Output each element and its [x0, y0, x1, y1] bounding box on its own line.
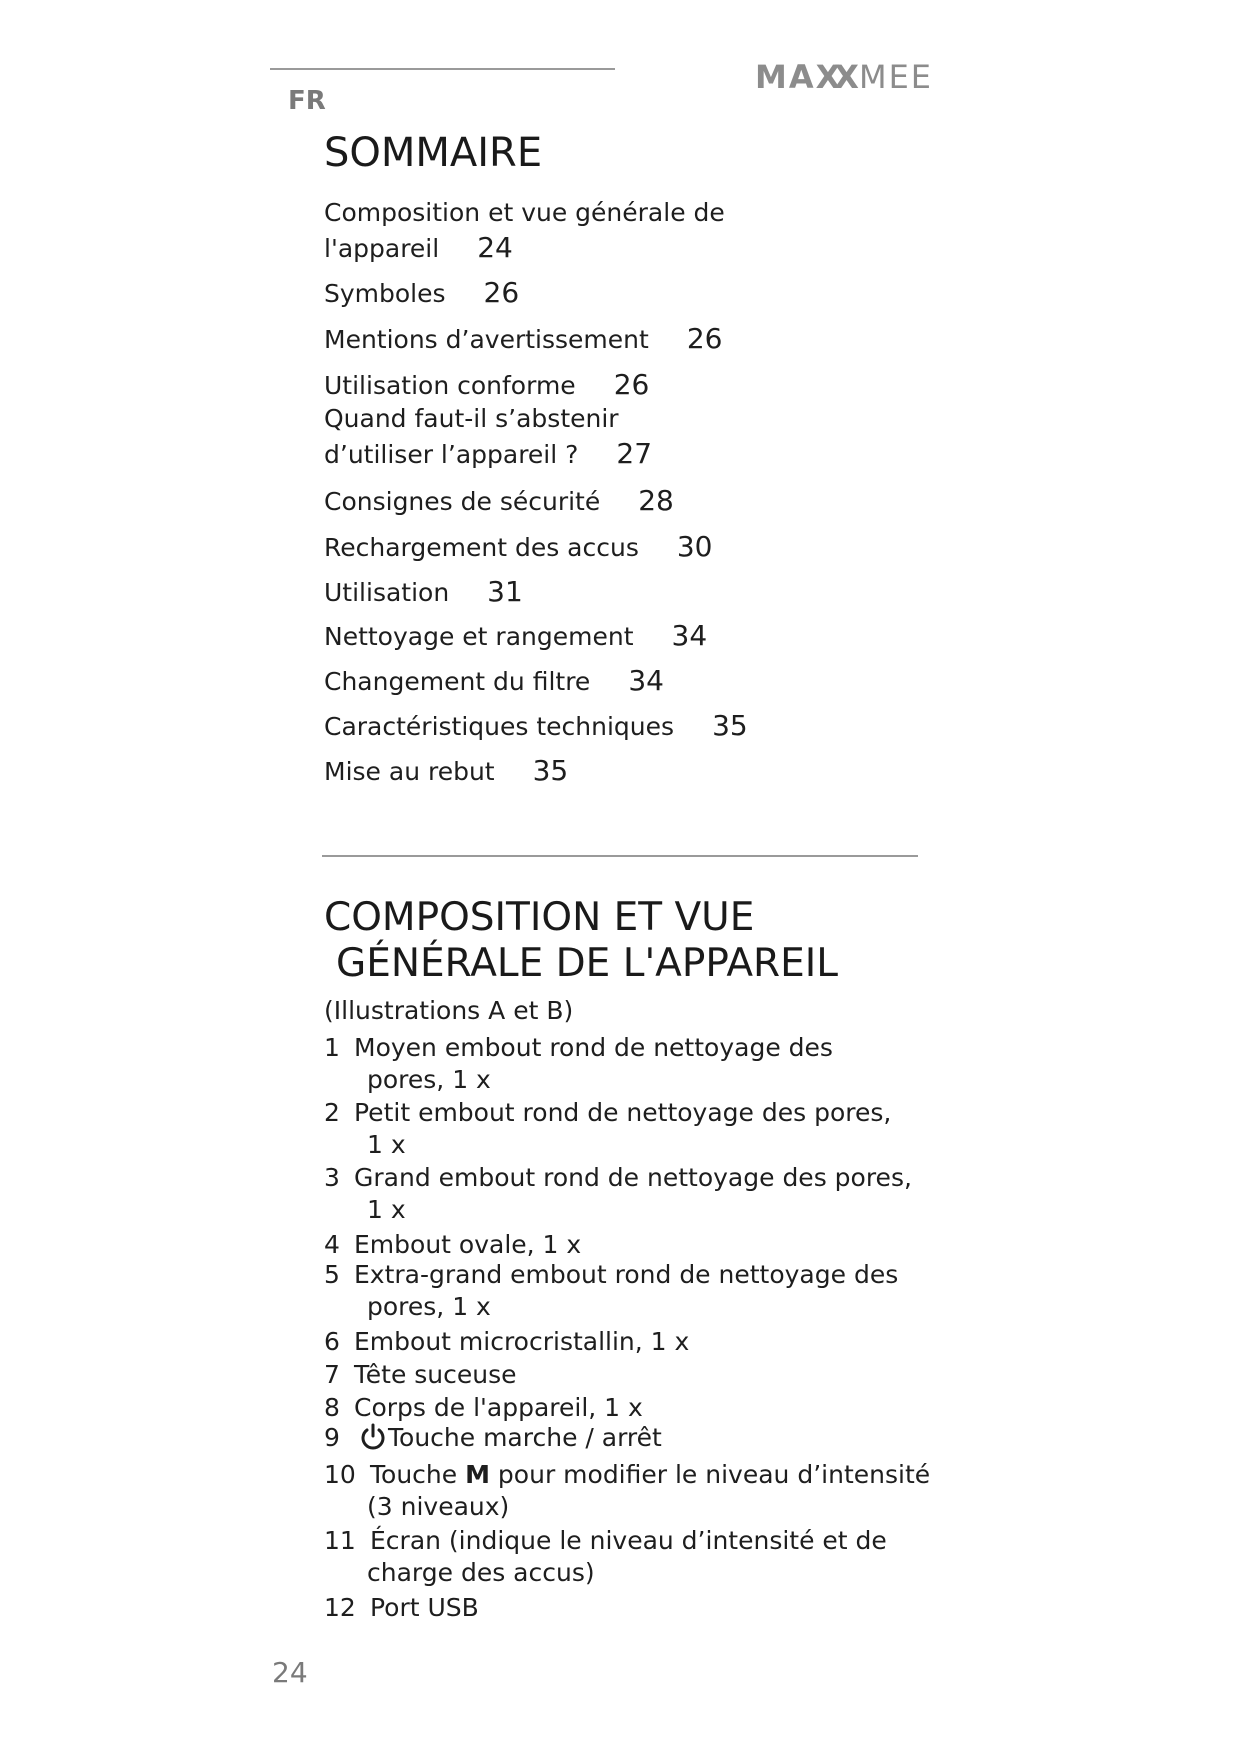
- item-text: Grand embout rond de nettoyage des pores,: [354, 1163, 912, 1192]
- item-text: Extra-grand embout rond de nettoyage des: [354, 1260, 899, 1289]
- item-number: 11: [324, 1526, 356, 1555]
- item-continuation: 1 x: [367, 1195, 406, 1224]
- toc-entry-label: Consignes de sécurité: [324, 487, 601, 516]
- toc-entry-label: Symboles: [324, 279, 446, 308]
- toc-entry-label: Utilisation conforme: [324, 371, 576, 400]
- toc-entry-page: 34: [671, 619, 708, 652]
- list-item: [324, 1525, 887, 1589]
- composition-title: [324, 895, 838, 987]
- language-label: FR: [288, 86, 326, 116]
- toc-entry-page: 35: [532, 754, 569, 787]
- item-number: 8: [324, 1393, 340, 1422]
- power-icon: [358, 1422, 388, 1452]
- toc-entry[interactable]: [324, 529, 713, 565]
- toc-entry-page: 26: [686, 322, 723, 355]
- item-continuation: pores, 1 x: [367, 1292, 491, 1321]
- toc-entry-page: 34: [628, 664, 664, 697]
- item-continuation: pores, 1 x: [367, 1065, 491, 1094]
- composition-title-line2: GÉNÉRALE DE L'APPAREIL: [336, 941, 839, 986]
- toc-entry[interactable]: [324, 663, 664, 699]
- page-number: 24: [272, 1656, 308, 1689]
- toc-entry[interactable]: [324, 753, 568, 789]
- toc-entry[interactable]: [324, 367, 649, 403]
- list-item: [324, 1422, 662, 1454]
- toc-entry[interactable]: [324, 275, 519, 311]
- toc-entry[interactable]: [324, 401, 652, 472]
- illustrations-note: (Illustrations A et B): [324, 996, 574, 1025]
- toc-entry-label: d’utiliser l’appareil ?: [324, 440, 579, 469]
- list-item: [324, 1392, 643, 1424]
- item-number: 3: [324, 1163, 340, 1192]
- toc-entry-page: 26: [483, 276, 520, 309]
- toc-entry[interactable]: [324, 321, 722, 357]
- toc-entry-page: 35: [712, 709, 748, 742]
- logo-part-ma: MA: [755, 58, 816, 96]
- item-continuation: 1 x: [367, 1130, 406, 1159]
- item-text: Touche marche / arrêt: [388, 1423, 662, 1452]
- toc-entry-line1: Composition et vue générale de: [324, 198, 725, 227]
- item-text-pre: Touche: [370, 1460, 466, 1489]
- toc-entry-label: Changement du filtre: [324, 667, 591, 696]
- item-number: 1: [324, 1033, 340, 1062]
- toc-entry-page: 31: [487, 575, 523, 608]
- toc-entry-page: 24: [477, 231, 513, 264]
- toc-entry[interactable]: [324, 618, 707, 654]
- toc-entry-page: 27: [616, 437, 653, 470]
- item-number: 6: [324, 1327, 340, 1356]
- item-text-bold: M: [465, 1460, 490, 1489]
- header-rule: [270, 68, 615, 70]
- item-text: Embout ovale, 1 x: [354, 1230, 582, 1259]
- logo-part-xx: XX: [815, 58, 853, 96]
- sommaire-title: SOMMAIRE: [324, 130, 543, 176]
- list-item: [324, 1459, 930, 1523]
- item-text: Moyen embout rond de nettoyage des: [354, 1033, 833, 1062]
- item-text: Écran (indique le niveau d’intensité et de: [370, 1526, 887, 1555]
- item-text: Tête suceuse: [354, 1360, 517, 1389]
- toc-entry-line1: Quand faut-il s’abstenir: [324, 404, 619, 433]
- toc-entry[interactable]: [324, 708, 748, 744]
- list-item: [324, 1162, 912, 1226]
- toc-entry-label: Mise au rebut: [324, 757, 495, 786]
- toc-entry[interactable]: [324, 195, 725, 266]
- item-number: 5: [324, 1260, 340, 1289]
- toc-entry-label: Mentions d’avertissement: [324, 325, 649, 354]
- item-number: 4: [324, 1230, 340, 1259]
- item-text: Port USB: [370, 1593, 479, 1622]
- list-item: [324, 1229, 581, 1261]
- list-item: [324, 1592, 479, 1624]
- item-text: Embout microcristallin, 1 x: [354, 1327, 690, 1356]
- toc-entry-label: Rechargement des accus: [324, 533, 639, 562]
- list-item: [324, 1259, 898, 1323]
- item-number: 7: [324, 1360, 340, 1389]
- item-text: Petit embout rond de nettoyage des pores,: [354, 1098, 892, 1127]
- item-text: Corps de l'appareil, 1 x: [354, 1393, 643, 1422]
- item-number: 2: [324, 1098, 340, 1127]
- toc-entry[interactable]: [324, 483, 674, 519]
- item-continuation: charge des accus): [367, 1558, 595, 1587]
- toc-entry-page: 26: [613, 368, 650, 401]
- item-continuation: (3 niveaux): [367, 1492, 510, 1521]
- toc-entry-page: 28: [638, 484, 674, 517]
- brand-logo: [755, 58, 933, 96]
- item-text-post: pour modifier le niveau d’intensité: [489, 1460, 931, 1489]
- item-number: 9: [324, 1423, 340, 1452]
- list-item: [324, 1097, 891, 1161]
- toc-entry-label: Nettoyage et rangement: [324, 622, 634, 651]
- toc-entry-label: l'appareil: [324, 234, 440, 263]
- item-number: 12: [324, 1593, 356, 1622]
- logo-part-mee: MEE: [858, 58, 933, 96]
- list-item: [324, 1032, 833, 1096]
- list-item: [324, 1326, 689, 1358]
- item-number: 10: [324, 1460, 356, 1489]
- section-divider: [322, 855, 918, 857]
- toc-entry[interactable]: [324, 574, 523, 610]
- list-item: [324, 1359, 517, 1391]
- toc-entry-label: Utilisation: [324, 578, 450, 607]
- toc-entry-page: 30: [676, 530, 713, 563]
- composition-title-line1: COMPOSITION ET VUE: [324, 895, 755, 940]
- toc-entry-label: Caractéristiques techniques: [324, 712, 675, 741]
